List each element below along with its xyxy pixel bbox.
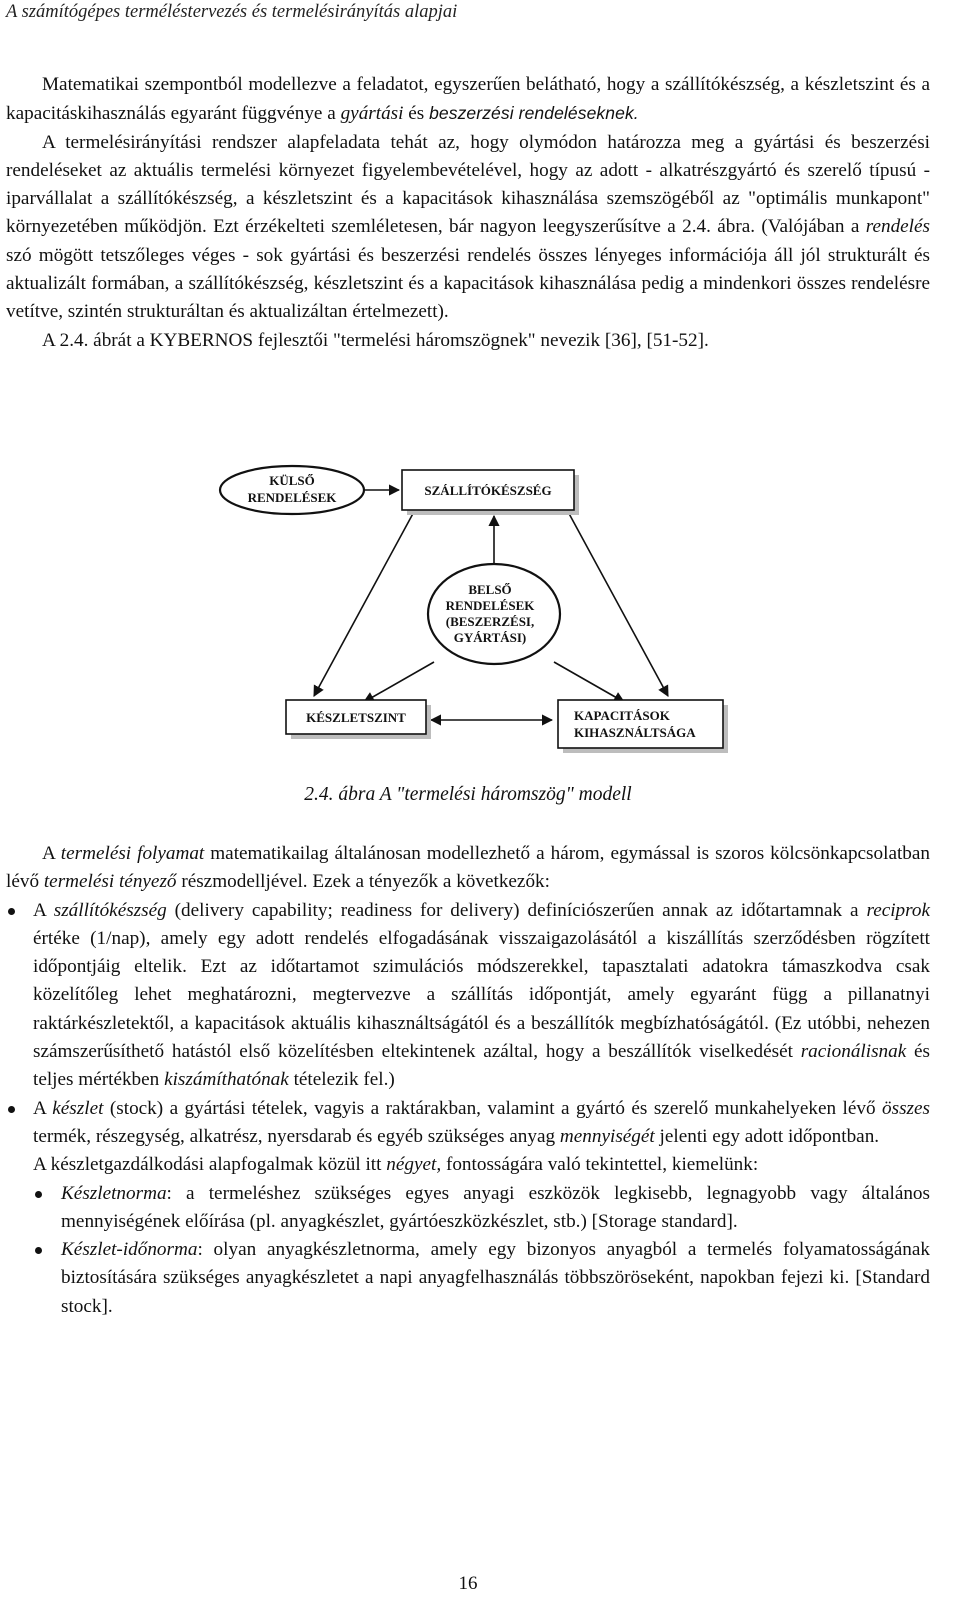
intro-section [6, 71, 930, 355]
internal-orders-label-1: BELSŐ [468, 582, 512, 597]
list-item-delivery: A szállítókészség (delivery capability; readiness for delivery) definíciószerűen annak az időtartamnak a reciprok értéke (1/nap), amely egy adott rendelés elfogadásának visszaigazolásától a kiszállítás szerződésben rögzített időpontjáig eltelik. Ezt az időtartamot szimulációs módszerekkel, tapasztalati adatokra támaszkodva csak közelítőleg lehet meghatározni, megtervezve a szállítás időpontját, amely egyaránt függ a pillanatnyi raktárkészletektől, a kapacitások aktuális kihasználtságától és a beszállítók megbízhatóságától. (Ez utóbbi, nehezen számszerűsíthető hatástól első közelítésben eltekintenek azáltal, hogy a beszállítók viselkedését racionálisnak és teljes mértékben kiszámíthatónak tételezik fel.) [6, 897, 930, 1095]
factor-list [6, 897, 930, 1321]
paragraph-control-task: A termelésirányítási rendszer alapfeladata tehát az, hogy olymódon határozza meg a gyártási és beszerzési rendeléseket az aktuális termelési környezet figyelembevételével, hogy az adott - alkatrészgyártó és szerelő típusú - iparvállalat a szállítókészség, a készletszint és a kapacitások kihasználása szemszögéből az "optimális munkapont" környezetében működjön. Ezt érzékelteti szemléletesen, bár nagyon leegyszerűsítve a 2.4. ábra. (Valójában a rendelés szó mögött tetszőleges véges - sok gyártási és beszerzési rendelés összes lényeges információja áll jól strukturált és aktualizált formában, a szállítókészség, készletszint és a kapacitások kihasználása pedig a mindenkori összes rendelésre vetítve, szintén strukturáltan és aktualizáltan értelmezett). [6, 131, 930, 323]
paragraph-factors: A termelési folyamat matematikailag általánosan modellezhető a három, egymással is szoros kölcsönkapcsolatban lévő termelési tényező részmodelljével. Ezek a tényezők a következők: [6, 843, 930, 893]
list-item-storage-standard: Készletnorma: a termeléshez szükséges egyes anyagi eszközök legkisebb, legnagyobb vagy általános mennyiségének előírása (pl. anyagkészlet, gyártóeszközkészlet, stb.) [Storage standard]. [33, 1180, 930, 1237]
paragraph-model: Matematikai szempontból modellezve a feladatot, egyszerűen belátható, hogy a szállítókészség, a készletszint és a kapacitáskihasználás egyaránt függvénye a gyártási és beszerzési rendeléseknek. [6, 74, 930, 125]
list-item-standard-stock: Készlet-időnorma: olyan anyagkészletnorma, amely egy bizonyos anyagból a termelés folyamatosságának biztosítására szükséges anyagkészletet a napi anyagfelhasználás többszöröseként, napokban fejezi ki. [Standard stock]. [33, 1236, 930, 1321]
paragraph-kybernos: A 2.4. ábrát a KYBERNOS fejlesztői "termelési háromszögnek" nevezik [36], [51-52]. [42, 329, 709, 351]
external-orders-label-1: KÜLSŐ [269, 473, 315, 488]
running-header: A számítógépes terméléstervezés és termelésirányítás alapjai [6, 2, 458, 22]
arrow-internal-to-stock [364, 662, 434, 702]
stock-concepts-list [33, 1180, 930, 1321]
page-number: 16 [458, 1573, 478, 1594]
internal-orders-label-2: RENDELÉSEK [445, 598, 535, 613]
external-orders-label-2: RENDELÉSEK [247, 490, 337, 505]
arrow-internal-to-capacity [554, 662, 624, 702]
delivery-label: SZÁLLÍTÓKÉSZSÉG [424, 483, 552, 498]
figure-caption: 2.4. ábra A "termelési háromszög" modell [304, 784, 632, 805]
production-triangle-diagram [206, 462, 746, 762]
stock-label: KÉSZLETSZINT [306, 710, 406, 725]
document-page [6, 0, 930, 1613]
arrow-delivery-to-stock [314, 508, 416, 696]
arrow-delivery-to-capacity [566, 508, 668, 696]
internal-orders-label-4: GYÁRTÁSI) [453, 630, 527, 645]
capacity-label-2: KIHASZNÁLTSÁGA [574, 725, 696, 740]
internal-orders-label-3: (BESZERZÉSI, [445, 614, 535, 629]
list-item-stock: A készlet (stock) a gyártási tételek, vagyis a raktárakban, valamint a gyártó és szerelő munkahelyeken lévő összes termék, részegység, alkatrész, nyersdarab és egyéb szükséges anyag mennyiségét jelenti egy adott időpontban. A készletgazdálkodási alapfogalmak közül itt négyet, fontosságára való tekintettel, kiemelünk: Készletnorma: a termeléshez szükséges egyes anyagi eszközök legkisebb, legnagyobb vagy általános mennyiségének előírása (pl. anyagkészlet, gyártóeszközkészlet, stb.) [Storage standard]. Készlet-időnorma: olyan anyagkészletnorma, amely egy bizonyos anyagból a termelés folyamatosságának biztosítására szükséges anyagkészletet a napi anyagfelhasználás többszöröseként, napokban fejezi ki. [Standard stock]. [6, 1095, 930, 1321]
factors-section [6, 840, 930, 1321]
capacity-label-1: KAPACITÁSOK [574, 708, 670, 723]
